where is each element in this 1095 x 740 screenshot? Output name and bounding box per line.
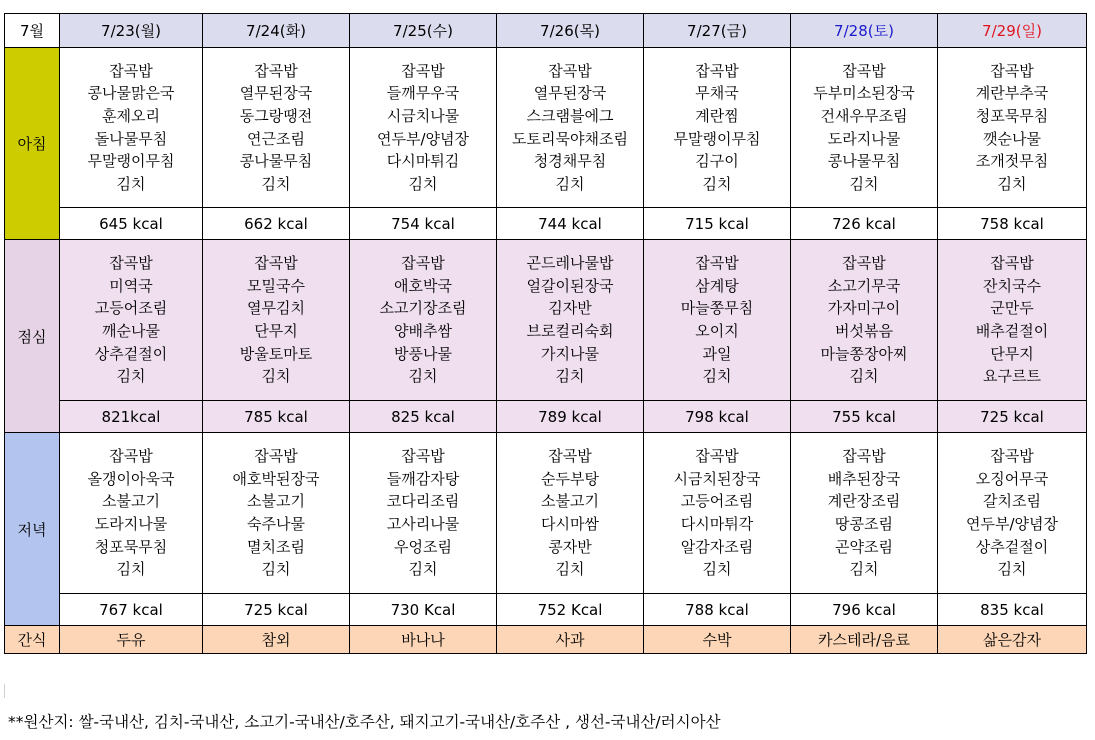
menu-item: 잡곡밥: [990, 61, 1034, 80]
menu-item: 잡곡밥: [990, 254, 1034, 273]
menu-item: 김치: [849, 367, 879, 386]
breakfast-menu-cell: [938, 48, 1087, 208]
menu-item: 땅콩조림: [835, 515, 893, 533]
menu-item: 올갱이아욱국: [87, 469, 175, 488]
menu-item: 동그랑땡전: [239, 106, 313, 125]
menu-item: 삼계탕: [695, 276, 739, 295]
origin-note: **원산지: 쌀-국내산, 김치-국내산, 소고기-국내산/호주산, 돼지고기-국내산/호주산 , 생선-국내산/러시아산: [8, 713, 721, 731]
menu-item: 우엉조림: [394, 537, 452, 556]
menu-item: 잡곡밥: [842, 61, 886, 80]
menu-item: 연두부/양념장: [377, 129, 469, 148]
dinner-menu-cell: [644, 433, 791, 594]
menu-item: 깻순나물: [983, 129, 1041, 148]
menu-item: 시금치나물: [386, 106, 460, 125]
calorie-value: 825 kcal: [350, 401, 497, 433]
dinner-menu-cell: [203, 433, 350, 594]
menu-item: 상추겉절이: [975, 537, 1049, 556]
menu-item: 잡곡밥: [990, 447, 1034, 466]
calorie-value: 754 kcal: [350, 208, 497, 240]
menu-item: 미역국: [109, 276, 153, 295]
menu-item: 애호박국: [394, 276, 452, 295]
menu-item: 도라지나물: [94, 515, 168, 533]
calorie-value: 798 kcal: [644, 401, 791, 433]
day-header: 7/25(수): [350, 14, 497, 48]
menu-item: 잡곡밥: [695, 61, 739, 80]
menu-item: 잡곡밥: [842, 254, 886, 273]
dinner-menu-cell: [350, 433, 497, 594]
menu-item: 김구이: [695, 152, 739, 171]
menu-item: 연두부/양념장: [966, 515, 1058, 533]
calorie-value: 785 kcal: [203, 401, 350, 433]
calorie-value: 725 kcal: [938, 401, 1087, 433]
calorie-value: 755 kcal: [791, 401, 938, 433]
menu-item: 김치: [116, 560, 146, 579]
menu-item: 방울토마토: [239, 344, 313, 363]
menu-item: 요구르트: [983, 367, 1041, 386]
menu-item: 오이지: [695, 322, 739, 340]
menu-item: 과일: [702, 344, 732, 363]
menu-item: 훈제오리: [102, 106, 160, 125]
dinner-menu-cell: [938, 433, 1087, 594]
menu-item: 소불고기: [541, 492, 599, 511]
menu-item: 김치: [555, 367, 585, 386]
snack-label: 간식: [5, 626, 60, 654]
menu-item: 잡곡밥: [109, 254, 153, 273]
lunch-menu-row: [5, 240, 1087, 401]
menu-item: 콩나물맑은국: [87, 84, 175, 103]
menu-item: 방풍나물: [394, 344, 452, 363]
menu-item: 소고기장조림: [379, 299, 467, 318]
menu-item: 곤약조림: [835, 537, 893, 556]
calorie-value: 835 kcal: [938, 594, 1087, 626]
menu-item: 열무된장국: [533, 84, 607, 103]
dinner-menu-cell: [497, 433, 644, 594]
menu-item: 김치: [555, 560, 585, 579]
snack-item: 사과: [497, 626, 644, 654]
menu-item: 김치: [702, 174, 732, 193]
menu-item: 계란장조림: [827, 492, 901, 511]
menu-item: 열무된장국: [239, 84, 313, 103]
snack-item: 카스테라/음료: [791, 626, 938, 654]
breakfast-menu-cell: [60, 48, 203, 208]
lunch-label: 점심: [5, 240, 60, 433]
lunch-menu-cell: [60, 240, 203, 401]
menu-item: 가자미구이: [827, 299, 901, 318]
menu-item: 돌나물무침: [94, 129, 168, 148]
menu-item: 잡곡밥: [109, 61, 153, 80]
calorie-value: 767 kcal: [60, 594, 203, 626]
menu-item: 마늘쫑무침: [680, 299, 754, 318]
menu-item: 단무지: [990, 344, 1034, 363]
page-margin-mark: [4, 684, 5, 698]
menu-item: 소고기무국: [827, 276, 901, 295]
menu-item: 알감자조림: [680, 537, 754, 556]
header-row: [5, 14, 1087, 48]
menu-item: 잡곡밥: [254, 61, 298, 80]
menu-item: 계란부추국: [975, 84, 1049, 103]
breakfast-menu-cell: [350, 48, 497, 208]
day-header: 7/24(화): [203, 14, 350, 48]
menu-item: 열무김치: [247, 299, 305, 318]
snack-row: [5, 626, 1087, 654]
menu-item: 군만두: [990, 299, 1034, 318]
lunch-menu-cell: [497, 240, 644, 401]
calorie-value: 726 kcal: [791, 208, 938, 240]
calorie-value: 725 kcal: [203, 594, 350, 626]
calorie-value: 730 Kcal: [350, 594, 497, 626]
month-label: 7월: [5, 14, 60, 48]
calorie-value: 744 kcal: [497, 208, 644, 240]
dinner-menu-cell: [60, 433, 203, 594]
snack-item: 삶은감자: [938, 626, 1087, 654]
menu-item: 콩나물무침: [827, 152, 901, 171]
menu-item: 배추겉절이: [975, 322, 1049, 340]
menu-item: 코다리조림: [386, 492, 460, 511]
breakfast-label: 아침: [5, 48, 60, 240]
menu-item: 조개젓무침: [975, 152, 1049, 171]
menu-item: 김자반: [548, 299, 592, 318]
menu-item: 김치: [849, 560, 879, 579]
menu-item: 다시마튀각: [680, 515, 754, 533]
menu-item: 잡곡밥: [548, 61, 592, 80]
menu-item: 소불고기: [247, 492, 305, 511]
menu-item: 고등어조림: [680, 492, 754, 511]
snack-item: 바나나: [350, 626, 497, 654]
calorie-value: 758 kcal: [938, 208, 1087, 240]
menu-item: 다시마쌈: [541, 515, 599, 533]
menu-item: 무말랭이무침: [87, 152, 175, 171]
menu-item: 연근조림: [247, 129, 305, 148]
day-header: 7/27(금): [644, 14, 791, 48]
menu-item: 계란찜: [695, 106, 739, 125]
snack-item: 수박: [644, 626, 791, 654]
menu-item: 얼갈이된장국: [526, 276, 614, 295]
menu-item: 김치: [997, 174, 1027, 193]
breakfast-calorie-row: [5, 208, 1087, 240]
menu-item: 단무지: [254, 322, 298, 340]
menu-item: 오징어무국: [975, 469, 1049, 488]
snack-item: 참외: [203, 626, 350, 654]
menu-item: 잡곡밥: [254, 254, 298, 273]
menu-item: 김치: [702, 367, 732, 386]
breakfast-menu-cell: [203, 48, 350, 208]
menu-item: 김치: [555, 174, 585, 193]
calorie-value: 788 kcal: [644, 594, 791, 626]
menu-item: 청포묵무침: [94, 537, 168, 556]
menu-item: 스크램블에그: [526, 106, 614, 125]
menu-item: 시금치된장국: [673, 469, 761, 488]
lunch-menu-cell: [791, 240, 938, 401]
menu-item: 잡곡밥: [548, 447, 592, 466]
menu-item: 상추겉절이: [94, 344, 168, 363]
menu-item: 들깨감자탕: [386, 469, 460, 488]
calorie-value: 789 kcal: [497, 401, 644, 433]
menu-item: 김치: [261, 560, 291, 579]
menu-item: 순두부탕: [541, 469, 599, 488]
menu-item: 잔치국수: [983, 276, 1041, 295]
dinner-menu-row: [5, 433, 1087, 594]
lunch-menu-cell: [938, 240, 1087, 401]
menu-item: 양배추쌈: [394, 322, 452, 340]
lunch-menu-cell: [350, 240, 497, 401]
menu-item: 고등어조림: [94, 299, 168, 318]
day-header: 7/23(월): [60, 14, 203, 48]
menu-item: 잡곡밥: [842, 447, 886, 466]
dinner-menu-cell: [791, 433, 938, 594]
dinner-calorie-row: [5, 594, 1087, 626]
calorie-value: 752 Kcal: [497, 594, 644, 626]
menu-item: 잡곡밥: [254, 447, 298, 466]
menu-item: 콩나물무침: [239, 152, 313, 171]
menu-item: 잡곡밥: [695, 447, 739, 466]
menu-item: 청경채무침: [533, 152, 607, 171]
day-header-sunday: 7/29(일): [938, 14, 1087, 48]
menu-item: 버섯볶음: [835, 322, 893, 340]
weekly-meal-table: [4, 13, 1087, 654]
day-header: 7/26(목): [497, 14, 644, 48]
menu-item: 김치: [116, 174, 146, 193]
menu-item: 모밀국수: [247, 276, 305, 295]
calorie-value: 796 kcal: [791, 594, 938, 626]
breakfast-menu-cell: [791, 48, 938, 208]
menu-item: 가지나물: [541, 344, 599, 363]
calorie-value: 821kcal: [60, 401, 203, 433]
menu-item: 김치: [849, 174, 879, 193]
lunch-calorie-row: [5, 401, 1087, 433]
menu-item: 소불고기: [102, 492, 160, 511]
menu-item: 갈치조림: [983, 492, 1041, 511]
menu-item: 김치: [408, 560, 438, 579]
calorie-value: 662 kcal: [203, 208, 350, 240]
menu-item: 잡곡밥: [401, 254, 445, 273]
dinner-label: 저녁: [5, 433, 60, 626]
menu-item: 배추된장국: [827, 469, 901, 488]
snack-item: 두유: [60, 626, 203, 654]
menu-item: 김치: [261, 174, 291, 193]
menu-item: 김치: [261, 367, 291, 386]
menu-item: 고사리나물: [386, 515, 460, 533]
menu-item: 무말랭이무침: [673, 129, 761, 148]
breakfast-menu-cell: [644, 48, 791, 208]
menu-item: 도라지나물: [827, 129, 901, 148]
breakfast-menu-row: [5, 48, 1087, 208]
menu-item: 곤드레나물밥: [526, 254, 614, 273]
menu-item: 콩자반: [548, 537, 592, 556]
menu-item: 다시마튀김: [386, 152, 460, 171]
day-header-saturday: 7/28(토): [791, 14, 938, 48]
menu-item: 잡곡밥: [401, 447, 445, 466]
menu-item: 애호박된장국: [232, 469, 320, 488]
calorie-value: 715 kcal: [644, 208, 791, 240]
breakfast-menu-cell: [497, 48, 644, 208]
menu-item: 김치: [116, 367, 146, 386]
menu-item: 건새우무조림: [820, 106, 908, 125]
calorie-value: 645 kcal: [60, 208, 203, 240]
menu-item: 청포묵무침: [975, 106, 1049, 125]
menu-item: 들깨무우국: [386, 84, 460, 103]
menu-item: 잡곡밥: [109, 447, 153, 466]
menu-item: 숙주나물: [247, 515, 305, 533]
lunch-menu-cell: [203, 240, 350, 401]
menu-item: 깨순나물: [102, 322, 160, 340]
menu-item: 김치: [997, 560, 1027, 579]
menu-item: 잡곡밥: [401, 61, 445, 80]
menu-item: 브로컬리숙회: [526, 322, 614, 340]
lunch-menu-cell: [644, 240, 791, 401]
menu-item: 두부미소된장국: [813, 84, 915, 103]
menu-item: 마늘쫑장아찌: [820, 344, 908, 363]
menu-item: 무채국: [695, 84, 739, 103]
menu-item: 멸치조림: [247, 537, 305, 556]
menu-item: 김치: [408, 174, 438, 193]
menu-item: 도토리묵야채조림: [512, 129, 628, 148]
menu-item: 잡곡밥: [695, 254, 739, 273]
menu-item: 김치: [702, 560, 732, 579]
menu-item: 김치: [408, 367, 438, 386]
